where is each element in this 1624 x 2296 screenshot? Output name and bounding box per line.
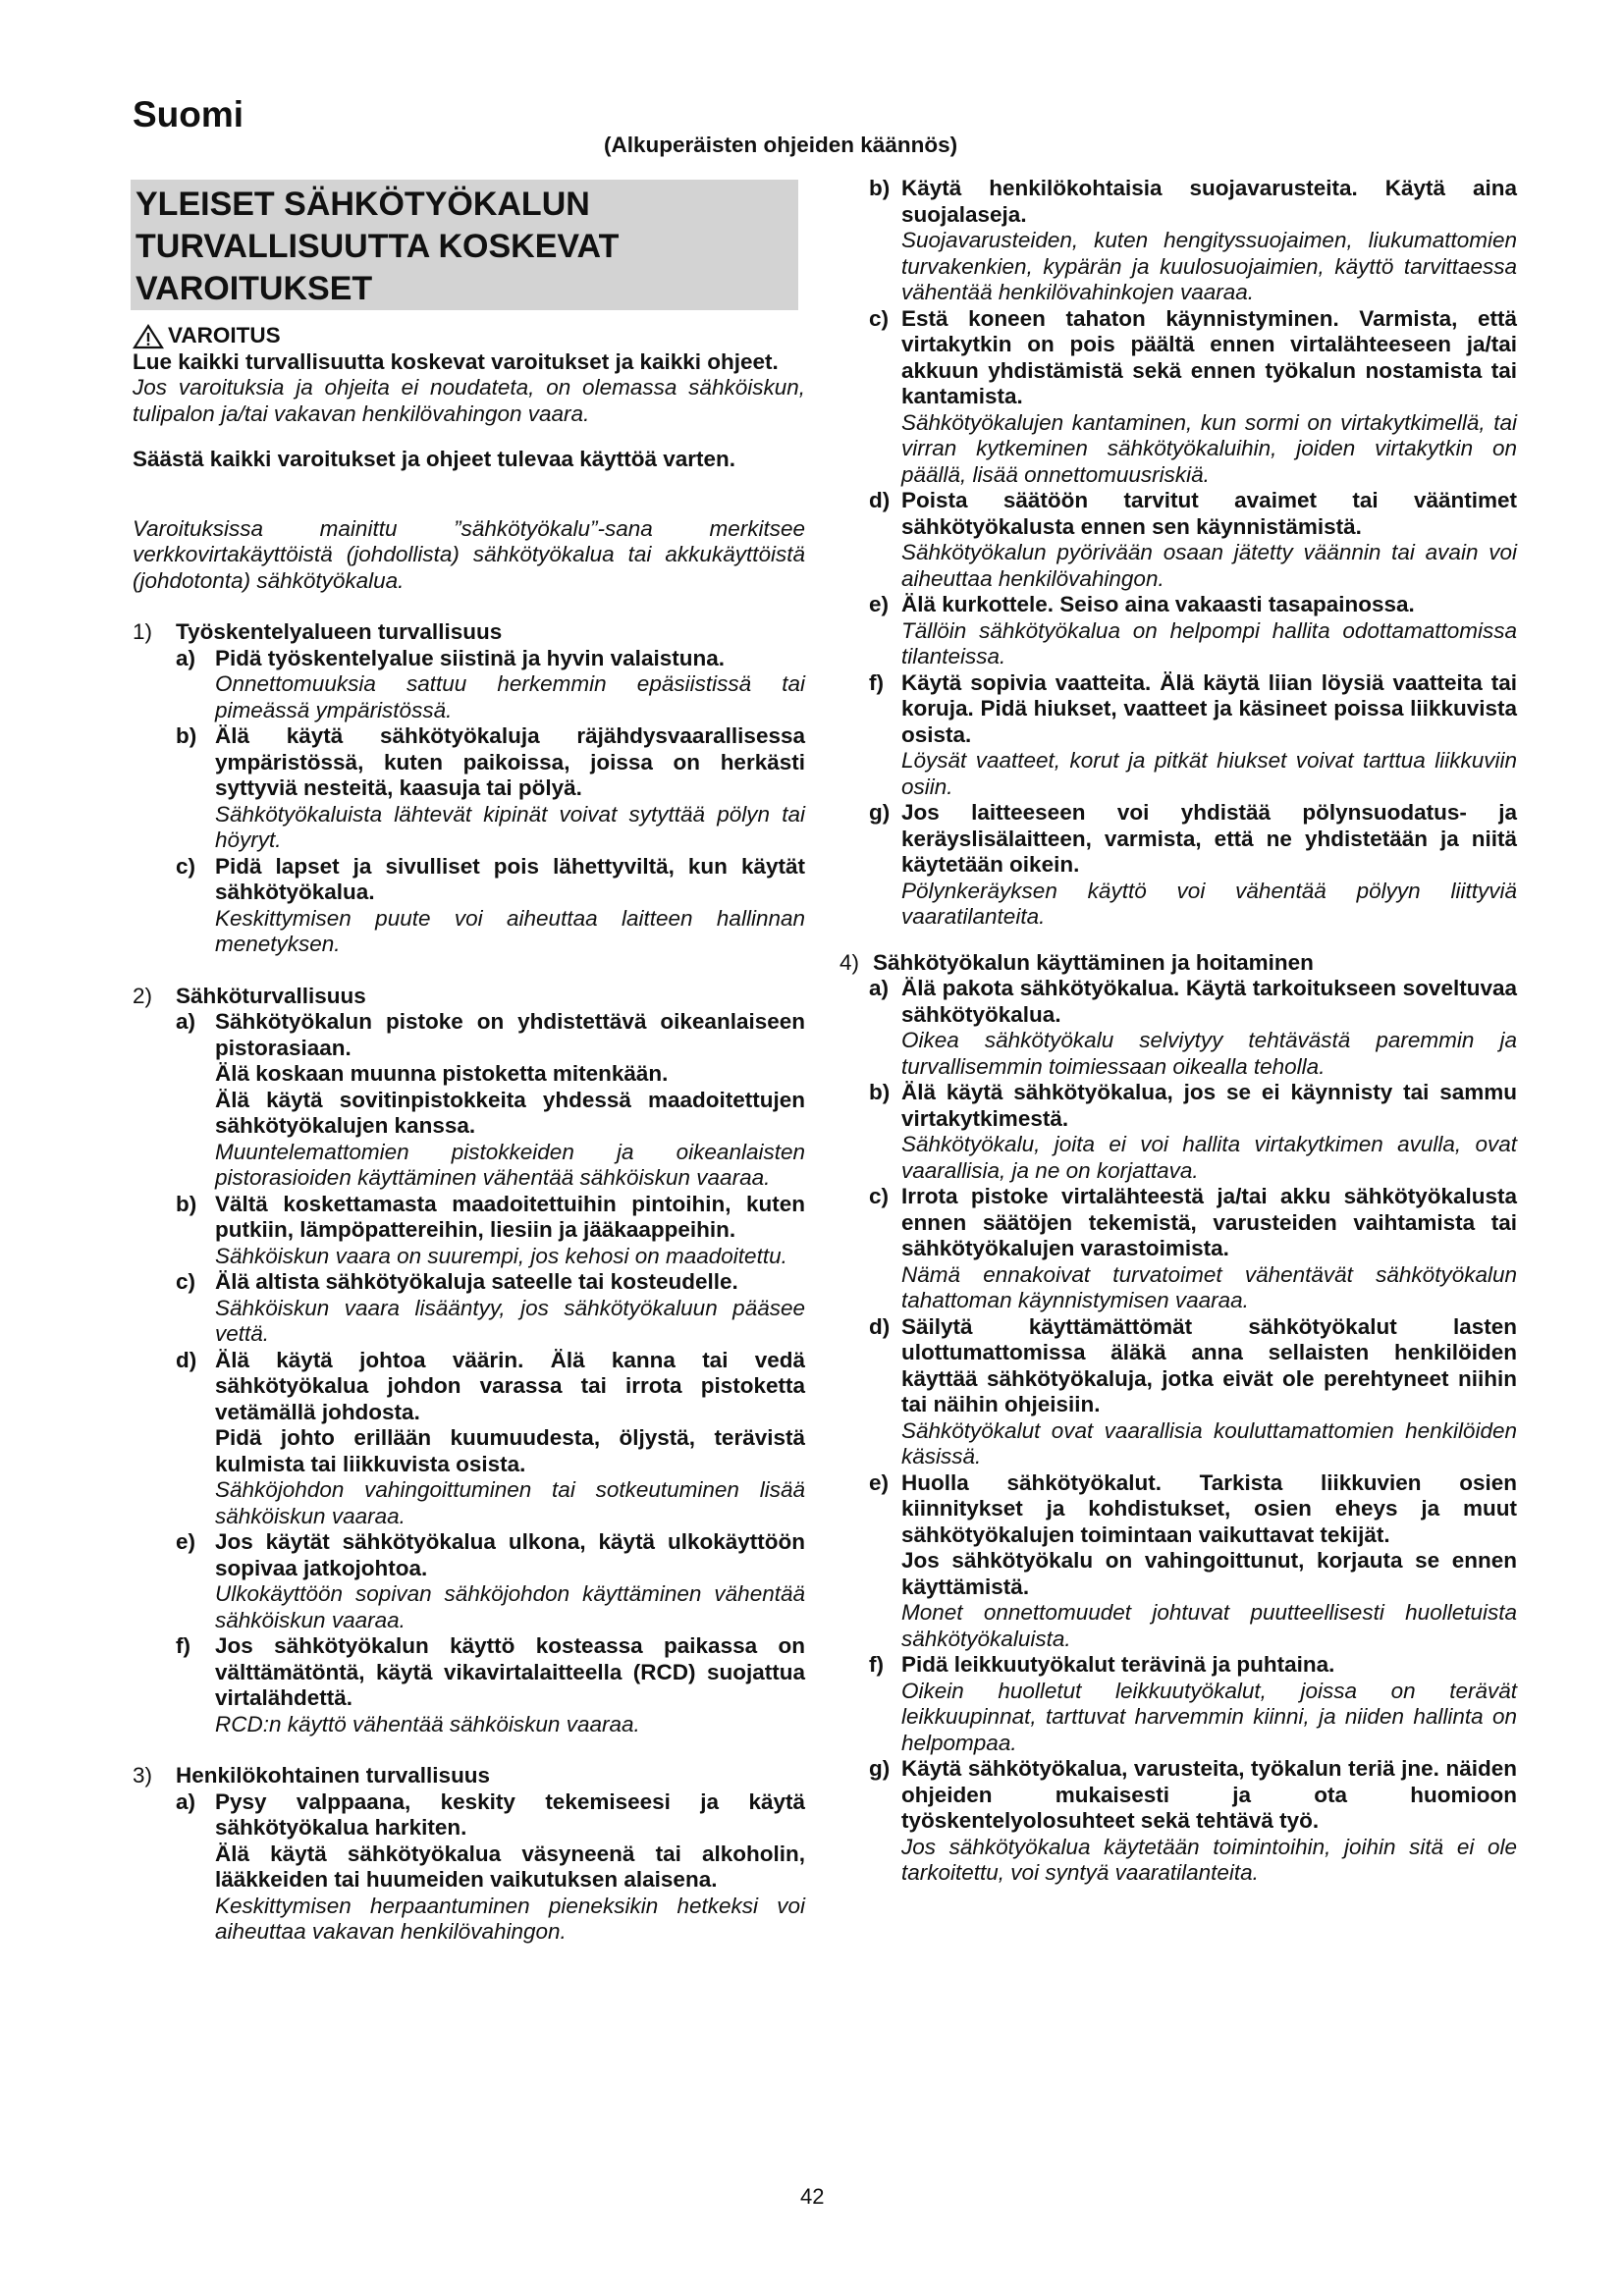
list-item: a) Pysy valppaana, keskity tekemiseesi ja käytä sähkötyökalua harkiten. Älä käytä sähkötyökalua väsyneenä tai alkoholin, lääkkeiden tai huumeiden vaikutuksen alaisena. Keskittymisen herpaantuminen pieneksikin hetkeksi voi aiheuttaa vakavan henkilövahingon. bbox=[176, 1789, 805, 1944]
left-column bbox=[133, 323, 805, 1946]
list-item: e) Älä kurkottele. Seiso aina vakaasti tasapainossa. Tällöin sähkötyökalua on helpompi hallita odottamattomissa tilanteissa. bbox=[869, 592, 1517, 668]
list-item: f) Pidä leikkuutyökalut terävinä ja puhtaina. Oikein huolletut leikkuutyökalut, joissa on terävät leikkuupinnat, tarttuvat harvemmin kiinni, ja niiden hallinta on helpompaa. bbox=[869, 1652, 1517, 1755]
warning-italic-text: Jos varoituksia ja ohjeita ei noudateta, on olemassa sähköiskun, tulipalon ja/tai vakavan henkilövahingon vaara. bbox=[133, 375, 805, 426]
definition-text: Varoituksissa mainittu ”sähkötyökalu”-sana merkitsee verkkovirtakäyttöistä (johdollista) sähkötyökalua tai akkukäyttöistä (johdotonta) sähkötyökalua. bbox=[133, 515, 805, 593]
list-item: g) Jos laitteeseen voi yhdistää pölynsuodatus- ja keräyslisälaitteen, varmista, että ne yhdistetään ja niitä käytetään oikein. Pölynkeräyksen käyttö voi vähentää pölyyn liittyviä vaaratilanteita. bbox=[869, 800, 1517, 929]
page-title: YLEISET SÄHKÖTYÖKALUN TURVALLISUUTTA KOSKEVAT VAROITUKSET bbox=[135, 186, 620, 307]
list-item: b) Käytä henkilökohtaisia suojavarusteita. Käytä aina suojalaseja. Suojavarusteiden, kuten hengityssuojaimen, liukumattomien turvakenkien, kypärän ja kuulosuojaimien, käyttö tarvittaessa vähentää henkilövahinkojen vaaraa. bbox=[869, 176, 1517, 304]
list-item: b) Älä käytä sähkötyökalua, jos se ei käynnisty tai sammu virtakytkimestä. Sähkötyökalu, joita ei voi hallita virtakytkimen avulla, ovat vaarallisia, ja ne on korjattava. bbox=[869, 1080, 1517, 1183]
list-item: f) Käytä sopivia vaatteita. Älä käytä liian löysiä vaatteita tai koruja. Pidä hiukset, vaatteet ja käsineet poissa liikkuvista osista. Löysät vaatteet, korut ja pitkät hiukset voivat tarttua liikkuviin osiin. bbox=[869, 669, 1517, 799]
warning-label: VAROITUS bbox=[168, 323, 281, 347]
list-item: d) Poista säätöön tarvitut avaimet tai vääntimet sähkötyökalusta ennen sen käynnistämistä. Sähkötyökalun pyörivään osaan jätetty väännin tai avain voi aiheuttaa henkilövahingon. bbox=[869, 488, 1517, 591]
list-item: e) Huolla sähkötyökalut. Tarkista liikkuvien osien kiinnitykset ja kohdistukset, osien eheys ja muut sähkötyökalujen toimintaan vaikuttavat tekijät. Jos sähkötyökalu on vahingoittunut, korjauta se ennen käyttämistä. Monet onnettomuudet johtuvat puutteellisesti huolletuista sähkötyökaluista. bbox=[869, 1469, 1517, 1651]
list-item: b) Vältä koskettamasta maadoitettuihin pintoihin, kuten putkiin, lämpöpattereihin, liesiin ja jääkaappeihin. Sähköiskun vaara on suurempi, jos kehosi on maadoitettu. bbox=[176, 1191, 805, 1268]
right-column bbox=[839, 176, 1517, 1887]
section-2-heading: 2) Sähköturvallisuus bbox=[133, 983, 366, 1008]
list-item: f) Jos sähkötyökalun käyttö kosteassa paikassa on välttämätöntä, käytä vikavirtalaitteella (RCD) suojattua virtalähdettä. RCD:n käyttö vähentää sähköiskun vaaraa. bbox=[176, 1633, 805, 1736]
list-item: d) Säilytä käyttämättömät sähkötyökalut lasten ulottumattomissa äläkä anna sellaisten henkilöiden käyttää sähkötyökaluja, jotka eivät ole perehtyneet niihin tai näihin ohjeisiin. Sähkötyökalut ovat vaarallisia kouluttamattomien henkilöiden käsissä. bbox=[869, 1313, 1517, 1468]
section-3-heading: 3) Henkilökohtainen turvallisuus bbox=[133, 1763, 491, 1788]
warning-triangle-icon bbox=[133, 324, 164, 349]
list-item: d) Älä käytä johtoa väärin. Älä kanna tai vedä sähkötyökalua johdon varassa tai irrota pistoketta vetämällä johdosta. Pidä johto erillään kuumuudesta, öljystä, terävistä kulmista tai liikkuvista osista. Sähköjohdon vahingoittuminen tai sotkeutuminen lisää sähköiskun vaaraa. bbox=[176, 1347, 805, 1528]
warning-bold-text: Lue kaikki turvallisuutta koskevat varoitukset ja kaikki ohjeet. bbox=[133, 348, 779, 374]
list-item: c) Pidä lapset ja sivulliset pois lähettyviltä, kun käytät sähkötyökalua. Keskittymisen puute voi aiheuttaa laitteen hallinnan menetyksen. bbox=[176, 853, 805, 956]
warning-label-row bbox=[133, 323, 805, 349]
list-item: c) Älä altista sähkötyökaluja sateelle tai kosteudelle. Sähköiskun vaara lisääntyy, jos sähkötyökaluun pääsee vettä. bbox=[176, 1269, 805, 1346]
page-number: 42 bbox=[800, 2184, 825, 2209]
list-item: c) Estä koneen tahaton käynnistyminen. Varmista, että virtakytkin on pois päältä ennen virtalähteeseen ja/tai akkuun yhdistämistä sekä ennen työkalun nostamista tai kantamista. Sähkötyökalujen kantaminen, kun sormi on virtakytkimellä, tai virran kytkeminen sähkötyökaluihin, joiden virtakytkin on päällä, lisää onnettomuusriskiä. bbox=[869, 305, 1517, 487]
list-item: g) Käytä sähkötyökalua, varusteita, työkalun teriä jne. näiden ohjeiden mukaisesti ja ota huomioon työskentelyolosuhteet sekä tehtävä työ. Jos sähkötyökalua käytetään toimintoihin, joihin sitä ei ole tarkoitettu, voi syntyä vaaratilanteita. bbox=[869, 1756, 1517, 1885]
list-item: c) Irrota pistoke virtalähteestä ja/tai akku sähkötyökalusta ennen säätöjen tekemistä, varusteiden vaihtamista tai sähkötyökalujen varastoimista. Nämä ennakoivat turvatoimet vähentävät sähkötyökalun tahattoman käynnistymisen vaaraa. bbox=[869, 1184, 1517, 1312]
section-1-heading: 1) Työskentelyalueen turvallisuus bbox=[133, 619, 503, 644]
list-item: b) Älä käytä sähkötyökaluja räjähdysvaarallisessa ympäristössä, kuten paikoissa, joissa on herkästi syttyviä nesteitä, kaasuja tai pölyä. Sähkötyökaluista lähtevät kipinät voivat sytyttää pölyn tai höyryt. bbox=[176, 723, 805, 852]
save-instructions: Säästä kaikki varoitukset ja ohjeet tulevaa käyttöä varten. bbox=[133, 447, 736, 471]
list-item: a) Älä pakota sähkötyökalua. Käytä tarkoitukseen soveltuvaa sähkötyökalua. Oikea sähkötyökalu selviytyy tehtävästä paremmin ja turvallisemmin toimiessaan oikealla teholla. bbox=[869, 976, 1517, 1079]
section-4-heading: 4) Sähkötyökalun käyttäminen ja hoitaminen bbox=[839, 949, 1314, 975]
list-item: a) Sähkötyökalun pistoke on yhdistettävä oikeanlaiseen pistorasiaan. Älä koskaan muunna pistoketta mitenkään. Älä käytä sovitinpistokkeita yhdessä maadoitettujen sähkötyökalujen kanssa. Muuntelemattomien pistokkeiden ja oikeanlaisten pistorasioiden käyttäminen vähentää sähköiskun vaaraa. bbox=[176, 1009, 805, 1190]
list-item: a) Pidä työskentelyalue siistinä ja hyvin valaistuna. Onnettomuuksia sattuu herkemmin epäsiistissä tai pimeässä ympäristössä. bbox=[176, 645, 805, 722]
list-item: e) Jos käytät sähkötyökalua ulkona, käytä ulkokäyttöön sopivaa jatkojohtoa. Ulkokäyttöön sopivan sähköjohdon käyttäminen vähentää sähköiskun vaaraa. bbox=[176, 1529, 805, 1632]
language-heading: Suomi bbox=[133, 94, 244, 134]
translation-note: (Alkuperäisten ohjeiden käännös) bbox=[604, 133, 958, 157]
